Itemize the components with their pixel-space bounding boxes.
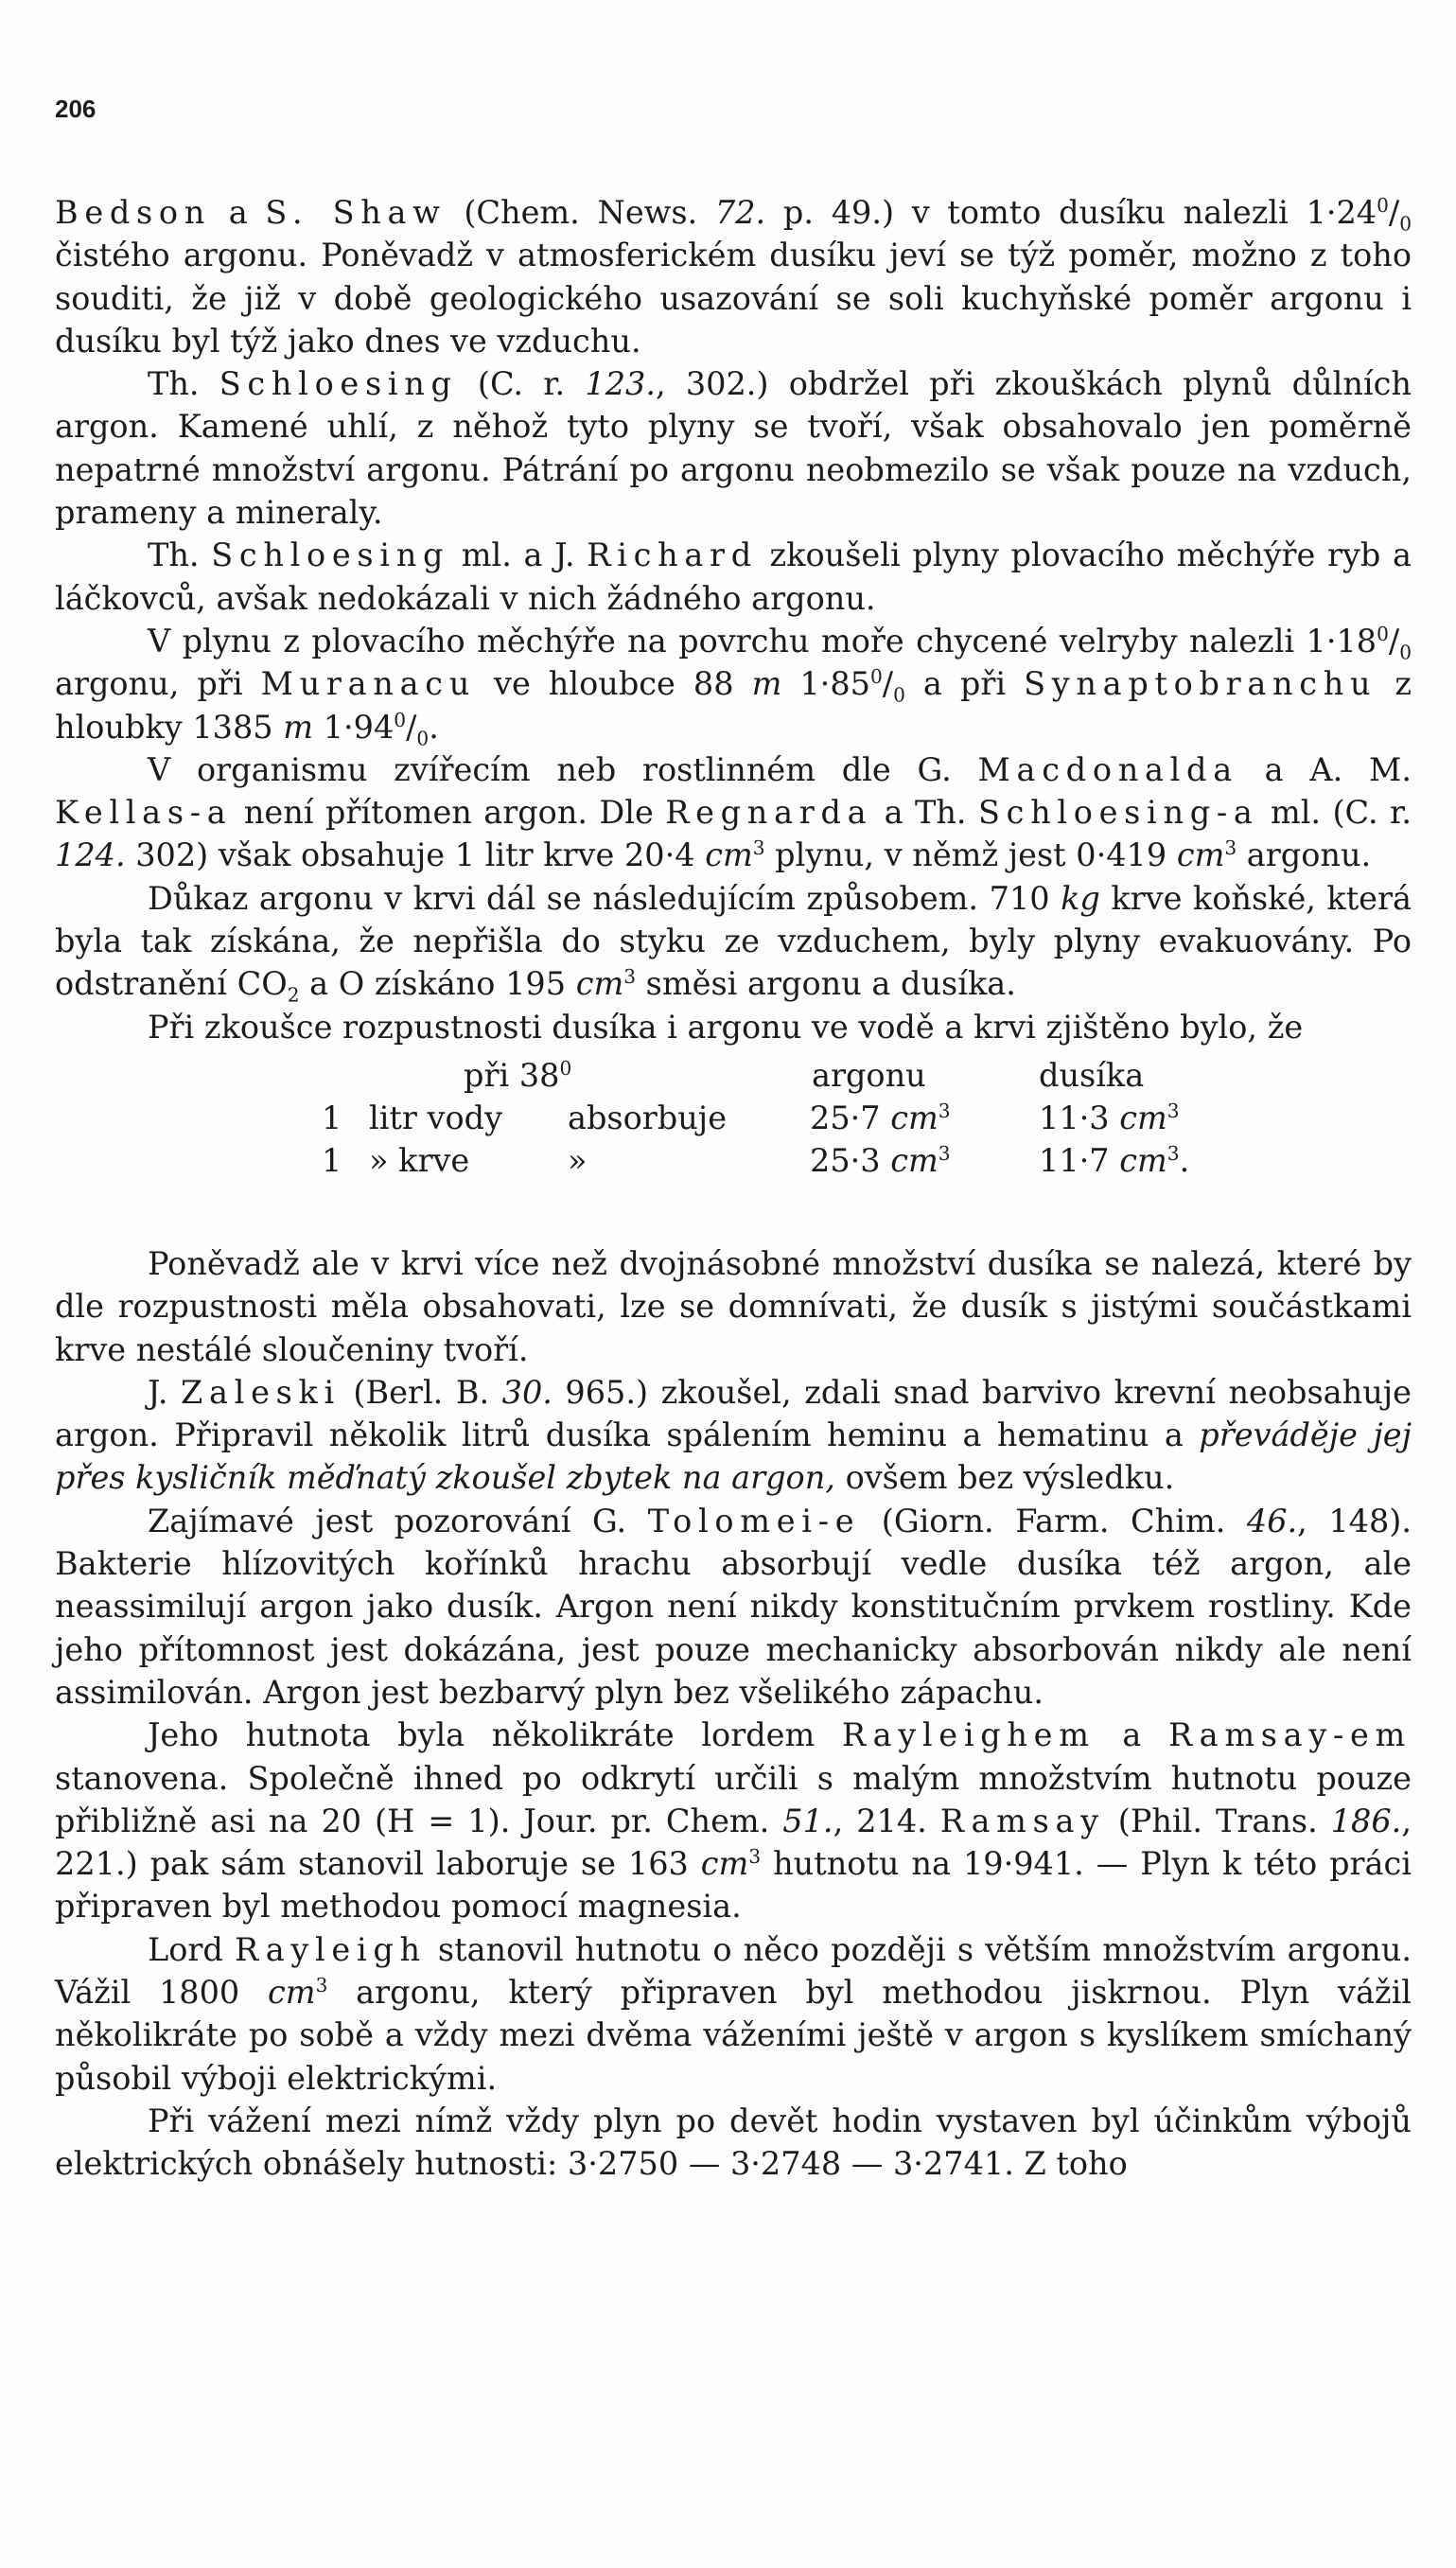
table-header-argon: argonu: [812, 1056, 926, 1094]
paragraph: Při zkoušce rozpustnosti dusíka i argonu ve vodě a krvi zjištěno bylo, že: [148, 1008, 1304, 1046]
solubility-table: [55, 1054, 1412, 1182]
paragraph: Poněvadž ale v krvi více než dvojnásobné množství dusíka se nalezá, které by dle rozpustnosti měla obsahovati, lze se domnívati, že dusík s jistými součástkami krve nestálé sloučeniny tvoří.: [55, 1244, 1412, 1368]
paragraph: Důkaz argonu v krvi dál se následujícím způsobem. 710 kg krve koňské, která byla tak získána, že nepřišla do styku ze vzduchem, byly plyny evakuovány. Po odstranění $CO_2$ a O získáno 195 $cm^3$ směsi argonu a dusíka.: [55, 879, 1412, 1008]
paragraph: Bedson a S. Shaw (Chem. News. 72. p. 49.) v tomto dusíku nalezli $1\cdot 24^0/_0$ čistého argonu. Poněvadž v atmosferickém dusíku jeví se týž poměr, možno z toho souditi, že již v době geologického usazování se soli kuchyňské poměr argonu i dusíku byl týž jako dnes ve vzduchu.: [55, 193, 1412, 360]
paragraph: Jeho hutnota byla několikráte lordem Rayleighem a Ramsay-em stanovena. Společně ihned po odkrytí určili s malým množstvím hutnotu pouze přibližně asi na 20 (H = 1). Jour. pr. Chem. 51., 214. Ramsay (Phil. Trans. 186., 221.) pak sám stanovil laboruje se 163 $cm^3$ hutnotu na 19·941. — Plyn k této práci připraven byl methodou pomocí magnesia.: [55, 1716, 1412, 1926]
row-argon-value: 25·3 $cm^3$: [810, 1141, 951, 1179]
paragraph: Při vážení mezi nímž vždy plyn po devět hodin vystaven byl účinkům výbojů elektrických obnášely hutnosti: 3·2750 — 3·2748 — 3·2741. Z toho: [55, 2102, 1412, 2183]
paragraphs-after-table: [55, 1242, 1412, 2186]
table-header-row: [55, 1054, 1412, 1097]
row-argon-value: 25·7 $cm^3$: [810, 1099, 951, 1136]
row-item: » krve: [369, 1141, 470, 1179]
paragraph: Lord Rayleigh stanovil hutnotu o něco později s větším množstvím argonu. Vážil 1800 $cm^3$ argonu, který připraven byl methodou jiskrnou. Plyn vážil několikráte po sobě a vždy mezi dvěma váženími ještě v argon s kyslíkem smíchaný působil výboji elektrickými.: [55, 1930, 1412, 2097]
row-quantity: 1: [322, 1141, 342, 1179]
row-item: litr vody: [369, 1099, 503, 1136]
paragraph: Th. Schloesing (C. r. 123., 302.) obdržel při zkouškách plynů důlních argon. Kamené uhlí, z něhož tyto plyny se tvoří, však obsahovalo jen poměrně nepatrné množství argonu. Pátrání po argonu neobmezilo se však pouze na vzduch, prameny a mineraly.: [55, 365, 1412, 532]
paragraph: J. Zaleski (Berl. B. 30. 965.) zkoušel, zdali snad barvivo krevní neobsahuje argon. Připravil několik litrů dusíka spálením heminu a hematinu a převáděje jej přes kysličník měďnatý zkoušel zbytek na argon, ovšem bez výsledku.: [55, 1373, 1412, 1497]
row-nitrogen-value: 11·7 $cm^3$.: [1039, 1141, 1190, 1179]
table-header-condition: při $38^0$: [464, 1056, 572, 1094]
paragraph: V plynu z plovacího měchýře na povrchu moře chycené velryby nalezli $1\cdot 18^0/_0$ argonu, při Muranacu ve hloubce 88 m $1\cdot 85^0/_0$ a při Synaptobranchu z hloubky 1385 m $1\cdot 94^0/_0$.: [55, 622, 1412, 750]
page-number: 206: [55, 95, 96, 123]
paragraph: Th. Schloesing ml. a J. Richard zkoušeli plyny plovacího měchýře ryb a láčkovců, avšak nedokázali v nich žádného argonu.: [55, 536, 1412, 617]
table-row: [55, 1139, 1412, 1182]
row-verb: absorbuje: [568, 1099, 728, 1136]
table-row: [55, 1097, 1412, 1139]
table-header-nitrogen: dusíka: [1039, 1056, 1145, 1094]
paragraph: V organismu zvířecím neb rostlinném dle G. Macdonalda a A. M. Kellas-a není přítomen argon. Dle Regnarda a Th. Schloesing-a ml. (C. r. 124. 302) však obsahuje 1 litr krve 20·4 $cm^3$ plynu, v němž jest 0·419 $cm^3$ argonu.: [55, 750, 1412, 874]
body-text: [55, 191, 1412, 2185]
row-verb: »: [568, 1141, 588, 1179]
row-quantity: 1: [322, 1099, 342, 1136]
paragraphs-before-table: [55, 191, 1412, 1048]
row-nitrogen-value: 11·3 $cm^3$: [1039, 1099, 1180, 1136]
paragraph: Zajímavé jest pozorování G. Tolomei-e (Giorn. Farm. Chim. 46., 148). Bakterie hlízovitých kořínků hrachu absorbují vedle dusíka též argon, ale neassimilují argon jako dusík. Argon není nikdy konstitučním prvkem rostliny. Kde jeho přítomnost jest dokázána, jest pouze mechanicky absorbován nikdy ale není assimilován. Argon jest bezbarvý plyn bez všelikého zápachu.: [55, 1502, 1412, 1711]
